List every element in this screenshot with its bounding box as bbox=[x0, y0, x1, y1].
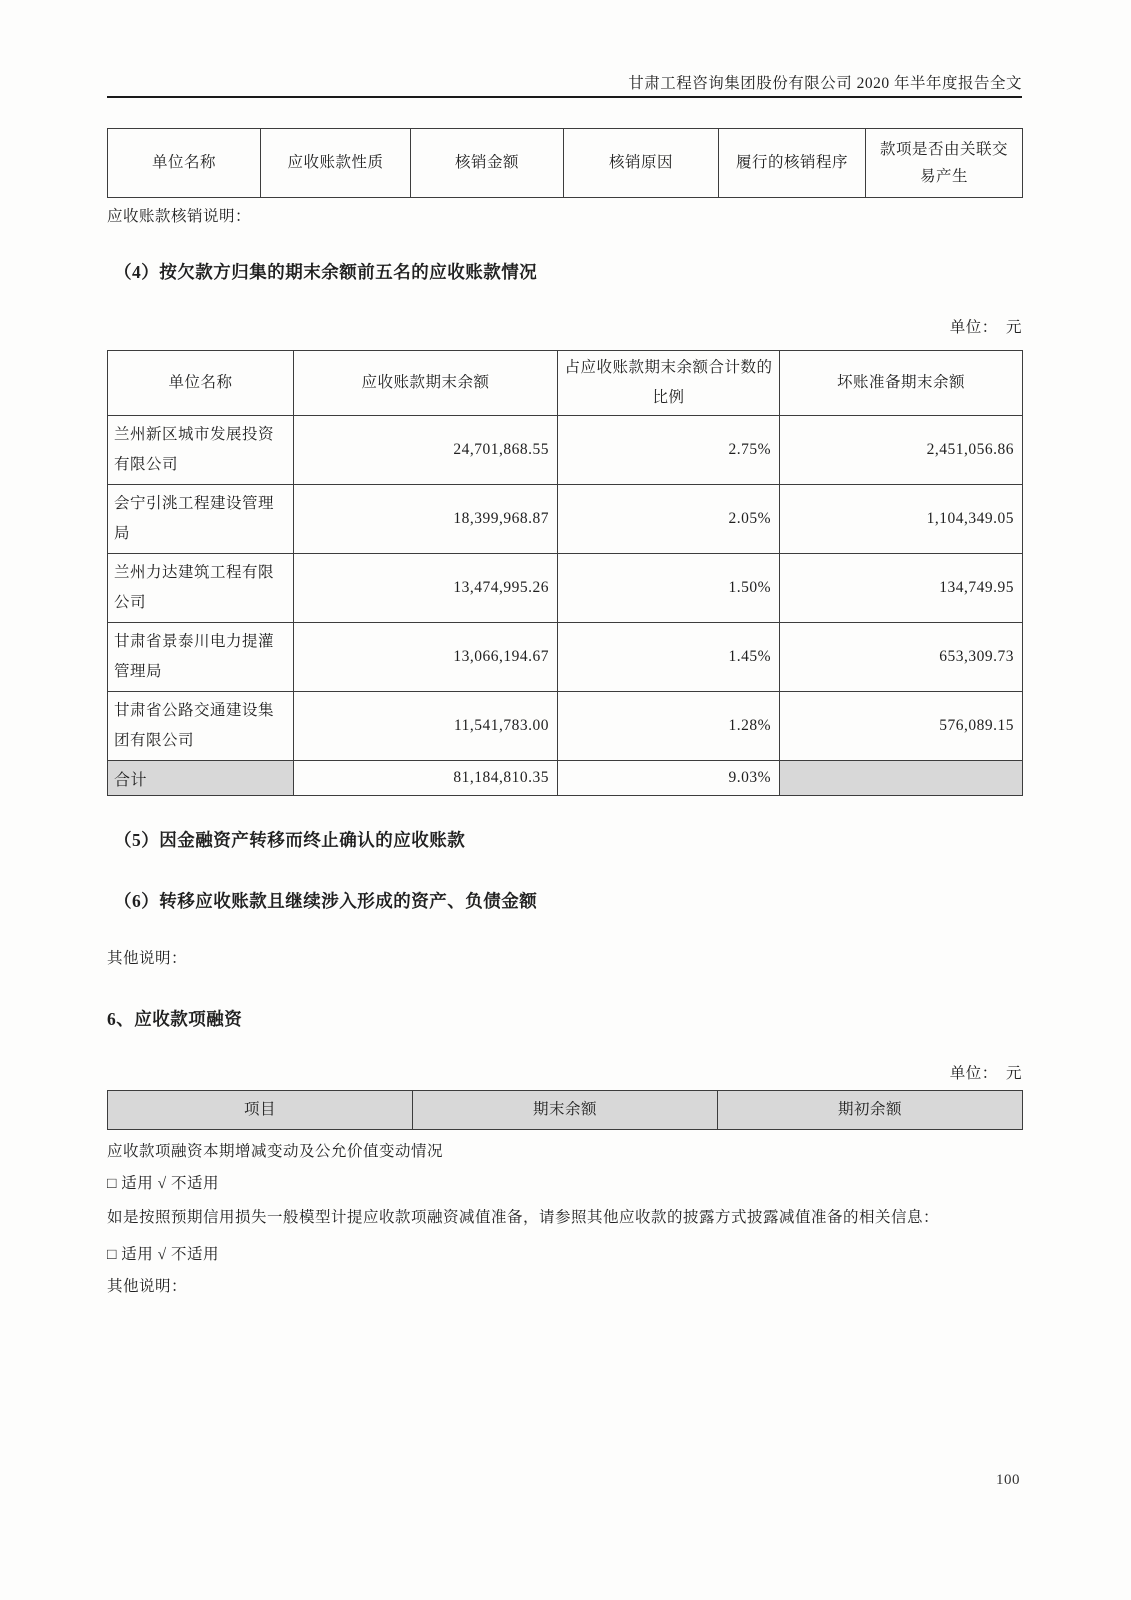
writeoff-col-header: 单位名称 bbox=[108, 129, 261, 198]
ratio-cell: 1.28% bbox=[558, 692, 780, 761]
company-name-cell bbox=[108, 692, 294, 761]
writeoff-note: 应收账款核销说明： bbox=[107, 208, 252, 225]
writeoff-table bbox=[107, 128, 1023, 198]
table-row bbox=[108, 623, 1023, 692]
top5-col-header: 单位名称 bbox=[108, 351, 294, 416]
balance-cell: 11,541,783.00 bbox=[294, 692, 558, 761]
bad-debt-cell: 653,309.73 bbox=[780, 623, 1023, 692]
company-name-cell bbox=[108, 416, 294, 485]
writeoff-col-header-label: 款项是否由关联交易产生 bbox=[879, 141, 1008, 185]
table-row bbox=[108, 692, 1023, 761]
bad-debt-cell: 1,104,349.05 bbox=[780, 485, 1023, 554]
bad-debt-cell: 576,089.15 bbox=[780, 692, 1023, 761]
writeoff-col-header: 核销原因 bbox=[564, 129, 719, 198]
top5-header-row bbox=[108, 351, 1023, 416]
other-note: 其他说明： bbox=[107, 1278, 188, 1295]
section4-heading: （4）按欠款方归集的期末余额前五名的应收账款情况 bbox=[114, 262, 538, 282]
ratio-cell: 2.05% bbox=[558, 485, 780, 554]
company-name-cell bbox=[108, 485, 294, 554]
total-balance-cell: 81,184,810.35 bbox=[294, 761, 558, 796]
balance-cell: 13,066,194.67 bbox=[294, 623, 558, 692]
company-name: 甘肃省公路交通建设集团有限公司 bbox=[114, 702, 275, 749]
table-row bbox=[108, 554, 1023, 623]
ratio-cell: 2.75% bbox=[558, 416, 780, 485]
financing-header-row bbox=[108, 1091, 1023, 1130]
applicable-line: □ 适用 √ 不适用 bbox=[107, 1175, 219, 1192]
financing-change-line: 应收款项融资本期增减变动及公允价值变动情况 bbox=[107, 1143, 444, 1160]
total-label-cell: 合计 bbox=[108, 761, 294, 796]
top5-col-header bbox=[558, 351, 780, 416]
balance-cell: 24,701,868.55 bbox=[294, 416, 558, 485]
company-name-cell bbox=[108, 554, 294, 623]
top5-receivables-table bbox=[107, 350, 1023, 796]
financing-col-header: 期末余额 bbox=[413, 1091, 718, 1130]
financing-heading: 6、应收款项融资 bbox=[107, 1009, 243, 1029]
section5-heading: （5）因金融资产转移而终止确认的应收账款 bbox=[114, 830, 466, 850]
unit-label: 单位： 元 bbox=[949, 319, 1022, 336]
page-header-title: 甘肃工程咨询集团股份有限公司 2020 年半年度报告全文 bbox=[628, 75, 1022, 92]
table-row bbox=[108, 416, 1023, 485]
section6-heading: （6）转移应收账款且继续涉入形成的资产、负债金额 bbox=[114, 891, 538, 911]
bad-debt-cell: 134,749.95 bbox=[780, 554, 1023, 623]
company-name: 甘肃省景泰川电力提灌管理局 bbox=[114, 633, 275, 680]
top5-col-header: 应收账款期末余额 bbox=[294, 351, 558, 416]
writeoff-col-header: 履行的核销程序 bbox=[719, 129, 866, 198]
applicable-line: □ 适用 √ 不适用 bbox=[107, 1246, 219, 1263]
top5-col-header: 坏账准备期末余额 bbox=[780, 351, 1023, 416]
balance-cell: 13,474,995.26 bbox=[294, 554, 558, 623]
unit-label: 单位： 元 bbox=[949, 1065, 1022, 1082]
writeoff-header-row bbox=[108, 129, 1023, 198]
total-bad-debt-cell bbox=[780, 761, 1023, 796]
financing-col-header: 期初余额 bbox=[718, 1091, 1023, 1130]
total-ratio-cell: 9.03% bbox=[558, 761, 780, 796]
writeoff-col-header: 应收账款性质 bbox=[261, 129, 411, 198]
financing-info-line: 如是按照预期信用损失一般模型计提应收款项融资减值准备，请参照其他应收款的披露方式披露减值准备的相关信息： bbox=[107, 1209, 940, 1226]
ratio-cell: 1.45% bbox=[558, 623, 780, 692]
company-name: 兰州力达建筑工程有限公司 bbox=[114, 564, 275, 611]
balance-cell: 18,399,968.87 bbox=[294, 485, 558, 554]
table-row bbox=[108, 485, 1023, 554]
page-number: 100 bbox=[996, 1472, 1020, 1488]
writeoff-col-header: 核销金额 bbox=[411, 129, 564, 198]
other-note: 其他说明： bbox=[107, 950, 188, 967]
top5-col-header-label: 占应收账款期末余额合计数的比例 bbox=[564, 359, 773, 406]
header-divider-rule bbox=[107, 96, 1022, 98]
writeoff-col-header bbox=[866, 129, 1023, 198]
company-name: 会宁引洮工程建设管理局 bbox=[114, 495, 275, 542]
financing-col-header: 项目 bbox=[108, 1091, 413, 1130]
ratio-cell: 1.50% bbox=[558, 554, 780, 623]
bad-debt-cell: 2,451,056.86 bbox=[780, 416, 1023, 485]
financing-table bbox=[107, 1090, 1023, 1130]
total-row bbox=[108, 761, 1023, 796]
company-name-cell bbox=[108, 623, 294, 692]
company-name: 兰州新区城市发展投资有限公司 bbox=[114, 426, 275, 473]
